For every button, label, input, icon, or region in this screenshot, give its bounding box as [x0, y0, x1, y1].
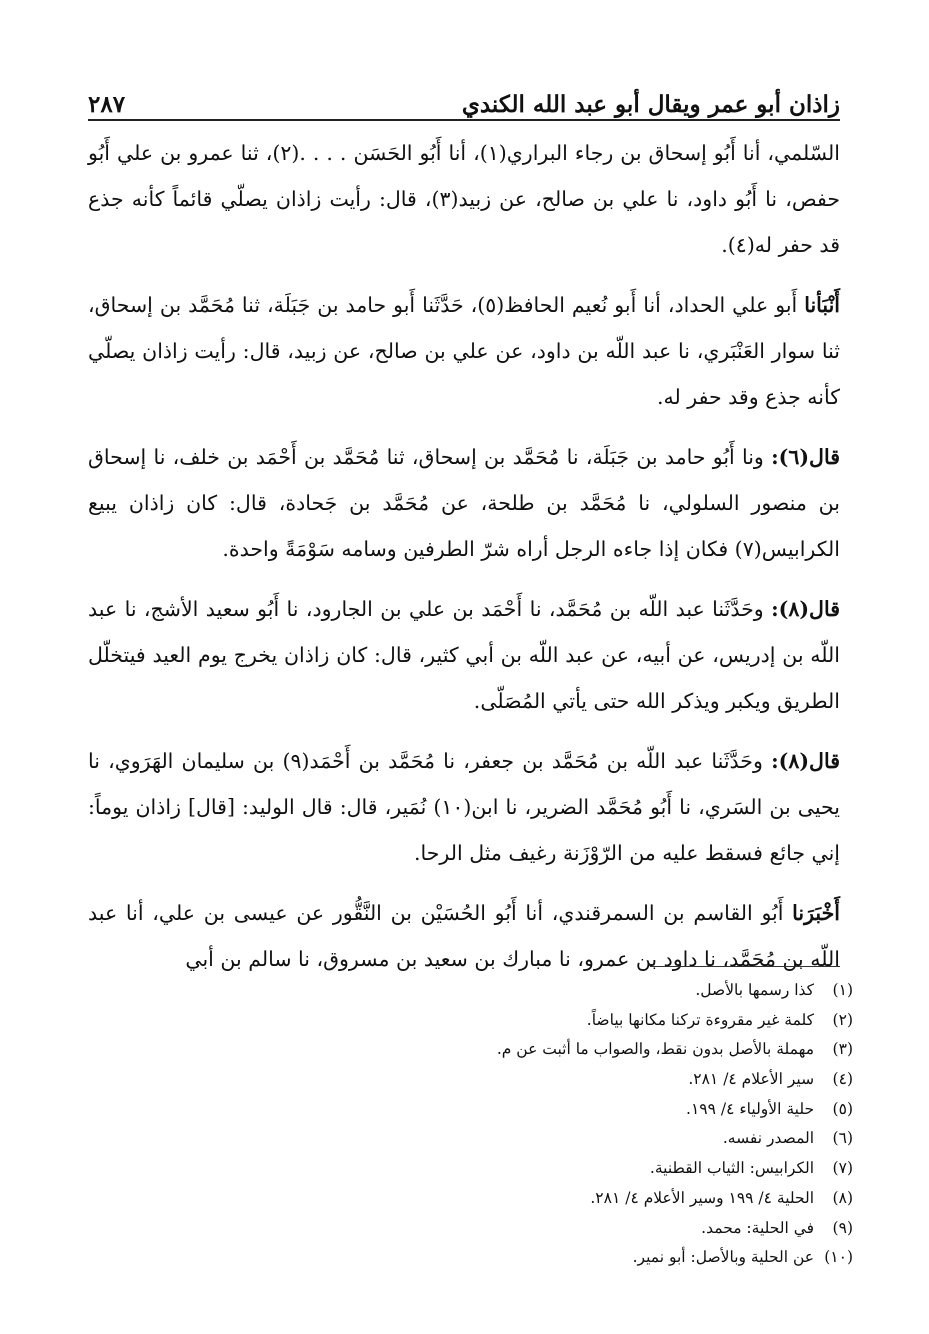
paragraph-lead: قال(٨):	[771, 597, 840, 621]
footnote-text: كلمة غير مقروءة تركنا مكانها بياضاً.	[586, 1010, 815, 1029]
footnote-text: كذا رسمها بالأصل.	[695, 981, 815, 999]
footnote	[88, 976, 853, 1006]
footnote	[88, 1124, 853, 1154]
footnotes	[88, 976, 853, 1273]
footnote-number: (٦)	[832, 1129, 853, 1148]
footnote-divider	[650, 966, 840, 967]
footnote	[88, 1065, 853, 1095]
page-header	[88, 72, 840, 118]
paragraph-lead: قال(٦):	[771, 445, 840, 469]
footnote-text: في الحلية: محمد.	[701, 1218, 815, 1237]
footnote-number: (١)	[832, 981, 853, 999]
paragraph	[88, 586, 840, 724]
footnote	[88, 1243, 853, 1273]
footnote	[88, 1184, 853, 1214]
header-divider	[88, 119, 840, 121]
paragraph-text: وحَدَّثَنا عبد اللّه بن مُحَمَّد، نا أَحْمَد بن علي بن الجارود، نا أَبُو سعيد الأشج، نا عبد اللّه بن إدريس، عن أبيه، عن عبد اللّه بن أبي كثير، قال: كان زاذان يخرج يوم العيد فيتخلّل الطريق ويكبر ويذكر الله حتى يأتي المُصَلّى.	[88, 597, 840, 713]
main-text	[88, 130, 840, 996]
footnote-number: (٤)	[832, 1070, 853, 1089]
footnote	[88, 1214, 853, 1244]
footnote-number: (١٠)	[824, 1248, 853, 1267]
footnote	[88, 1095, 853, 1125]
footnote-number: (٢)	[832, 1010, 853, 1029]
paragraph	[88, 282, 840, 420]
paragraph-text: وحَدَّثَنا عبد اللّه بن مُحَمَّد بن جعفر، نا مُحَمَّد بن أَحْمَد(٩) بن سليمان الهَرَوي، نا يحيى بن السَري، نا أَبُو مُحَمَّد الضرير، نا ابن(١٠) نُمَير، قال: قال الوليد: [قال] زاذان يوماً: إني جائع فسقط عليه من الرّوْزَنة رغيف مثل الرحا.	[88, 749, 840, 865]
paragraph-text: ونا أَبُو حامد بن جَبَلَة، نا مُحَمَّد بن إسحاق، ثنا مُحَمَّد بن أَحْمَد بن خلف، نا إسحاق بن منصور السلولي، نا مُحَمَّد بن طلحة، عن مُحَمَّد بن جَحادة، قال: كان زاذان يبيع الكرابيس(٧) فكان إذا جاءه الرجل أراه شرّ الطرفين وسامه سَوْمَةً واحدة.	[88, 445, 840, 561]
paragraph	[88, 130, 840, 268]
paragraph	[88, 890, 840, 982]
paragraph-text: أَبو علي الحداد، أنا أَبو نُعيم الحافظ(٥)، حَدَّثَنا أَبو حامد بن جَبَلَة، ثنا مُحَمَّد بن إسحاق، ثنا سوار العَنْبَري، نا عبد اللّه بن داود، عن علي بن صالح، عن زبيد، قال: رأيت زاذان يصلّي كأنه جذع وقد حفر له.	[88, 293, 840, 409]
paragraph-text: أَبُو القاسم بن السمرقندي، أنا أَبُو الحُسَيْن بن النَّقُّور عن عيسى بن علي، أنا عبد اللّه بن مُحَمَّد، نا داود بن عمرو، نا مبارك بن سعيد بن مسروق، نا سالم بن أبي	[88, 901, 840, 971]
footnote-number: (٣)	[832, 1040, 853, 1059]
footnote-text: المصدر نفسه.	[722, 1129, 815, 1148]
footnote-text: سير الأعلام ٤/ ٢٨١.	[688, 1070, 815, 1089]
footnote	[88, 1006, 853, 1036]
paragraph-lead: أَنْبَأنا	[804, 293, 841, 317]
paragraph-text: السّلمي، أنا أَبُو إسحاق بن رجاء البراري(١)، أنا أَبُو الحَسَن . . . .(٢)، ثنا عمرو بن علي أَبُو حفص، نا أَبُو داود، نا علي بن صالح، عن زبيد(٣)، قال: رأيت زاذان يصلّي قائماً كأنه جذع قد حفر له(٤).	[88, 141, 840, 257]
footnote-text: عن الحلية وبالأصل: أبو نمير.	[632, 1248, 815, 1267]
footnote	[88, 1035, 853, 1065]
footnote	[88, 1154, 853, 1184]
footnote-number: (٨)	[832, 1188, 853, 1207]
footnote-text: الكرابيس: الثياب القطنية.	[649, 1159, 815, 1178]
paragraph	[88, 434, 840, 572]
footnote-number: (٥)	[832, 1099, 853, 1118]
footnote-number: (٧)	[832, 1159, 853, 1178]
footnote-text: حلية الأولياء ٤/ ١٩٩.	[686, 1099, 815, 1118]
footnote-text: مهملة بالأصل بدون نقط، والصواب ما أثبت عن م.	[496, 1040, 815, 1059]
footnote-number: (٩)	[832, 1218, 853, 1237]
footnote-text: الحلية ٤/ ١٩٩ وسير الأعلام ٤/ ٢٨١.	[590, 1188, 815, 1207]
paragraph-lead: قال(٨):	[771, 749, 840, 773]
paragraph-lead: أَخْبَرَنا	[792, 901, 840, 925]
paragraph	[88, 738, 840, 876]
page-number: ٢٨٧	[88, 91, 126, 118]
running-title: زاذان أبو عمر ويقال أبو عبد الله الكندي	[461, 91, 840, 118]
